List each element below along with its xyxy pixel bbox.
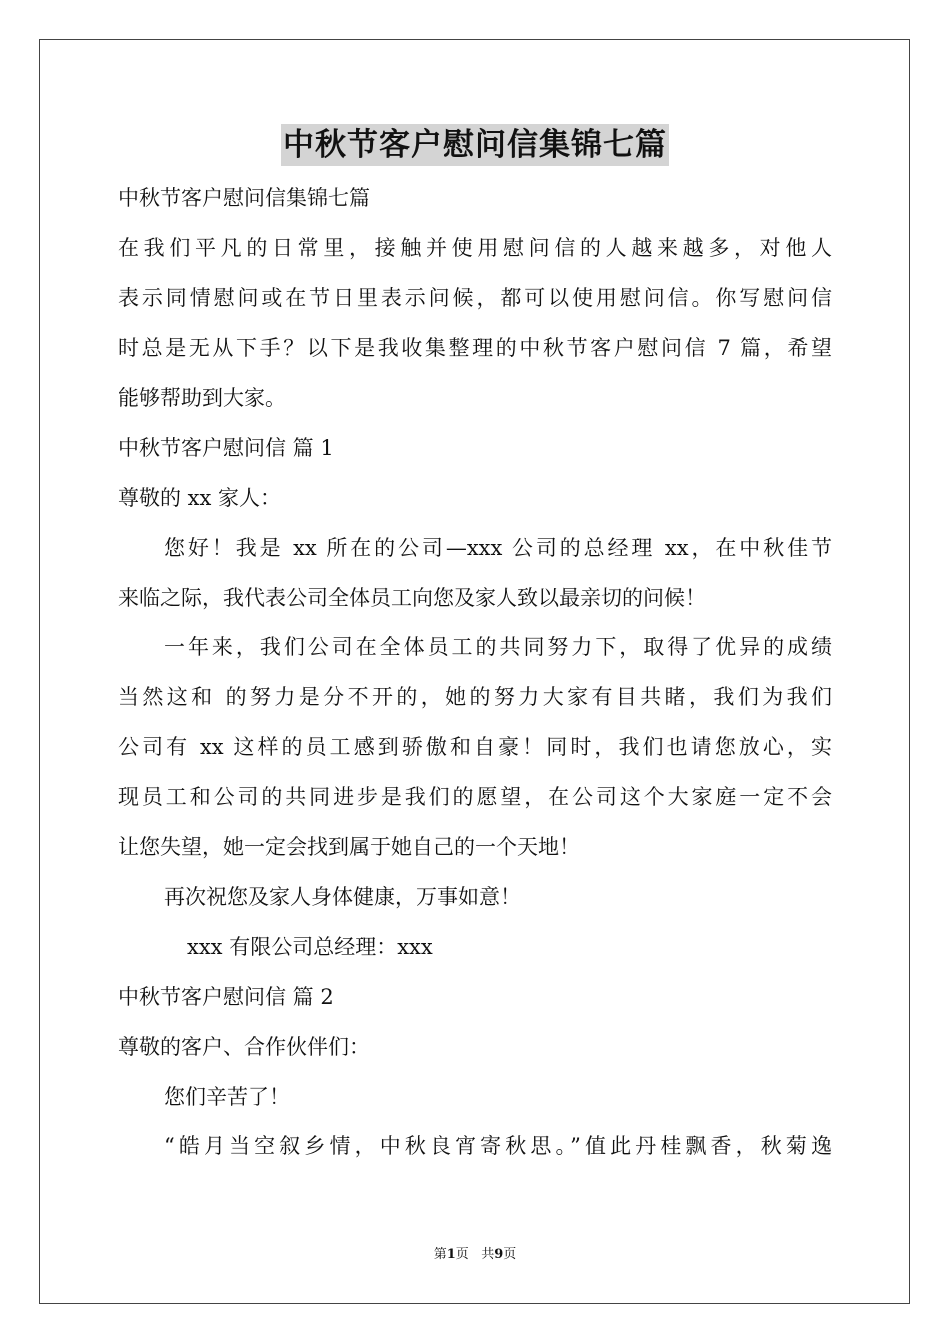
paragraph-line: 来临之际，我代表公司全体员工向您及家人致以最亲切的问候！ xyxy=(118,586,706,610)
page-footer xyxy=(0,1247,950,1263)
paragraph-line: 公司有 xx 这样的员工感到骄傲和自豪！同时，我们也请您放心，实 xyxy=(118,735,832,759)
page-border xyxy=(39,39,910,1304)
paragraph-line: 一年来，我们公司在全体员工的共同努力下，取得了优异的成绩 xyxy=(164,635,832,659)
salutation: 尊敬的客户、合作伙伴们： xyxy=(118,1035,370,1059)
paragraph-line: 再次祝您及家人身体健康，万事如意！ xyxy=(164,885,521,909)
paragraph-line: “皓月当空叙乡情，中秋良宵寄秋思。”值此丹桂飘香，秋菊逸 xyxy=(164,1134,832,1158)
paragraph-line: 能够帮助到大家。 xyxy=(118,386,286,410)
paragraph-line: 在我们平凡的日常里，接触并使用慰问信的人越来越多，对他人 xyxy=(118,236,832,260)
paragraph-line: 时总是无从下手？以下是我收集整理的中秋节客户慰问信 7 篇，希望 xyxy=(118,336,832,360)
subtitle-line: 中秋节客户慰问信集锦七篇 xyxy=(118,186,370,210)
paragraph-line: 您好！我是 xx 所在的公司—xxx 公司的总经理 xx，在中秋佳节 xyxy=(164,536,832,560)
paragraph-line: 您们辛苦了！ xyxy=(164,1085,290,1109)
page-number: 1 xyxy=(446,1247,456,1262)
signature-line: xxx 有限公司总经理：xxx xyxy=(187,935,433,959)
page-suffix: 页 xyxy=(455,1247,469,1262)
total-prefix: 共 xyxy=(481,1247,495,1262)
document-title: 中秋节客户慰问信集锦七篇 xyxy=(281,124,669,166)
total-pages: 9 xyxy=(494,1247,504,1262)
salutation: 尊敬的 xx 家人： xyxy=(118,486,282,510)
paragraph-line: 让您失望，她一定会找到属于她自己的一个天地！ xyxy=(118,835,580,859)
paragraph-line: 当然这和 的努力是分不开的，她的努力大家有目共睹，我们为我们 xyxy=(118,685,832,709)
section-heading: 中秋节客户慰问信 篇 1 xyxy=(118,436,334,460)
total-suffix: 页 xyxy=(503,1247,517,1262)
paragraph-line: 现员工和公司的共同进步是我们的愿望，在公司这个大家庭一定不会 xyxy=(118,785,832,809)
paragraph-line: 表示同情慰问或在节日里表示问候，都可以使用慰问信。你写慰问信 xyxy=(118,286,832,310)
page-prefix: 第 xyxy=(433,1247,447,1262)
title-container xyxy=(0,124,950,166)
section-heading: 中秋节客户慰问信 篇 2 xyxy=(118,985,334,1009)
